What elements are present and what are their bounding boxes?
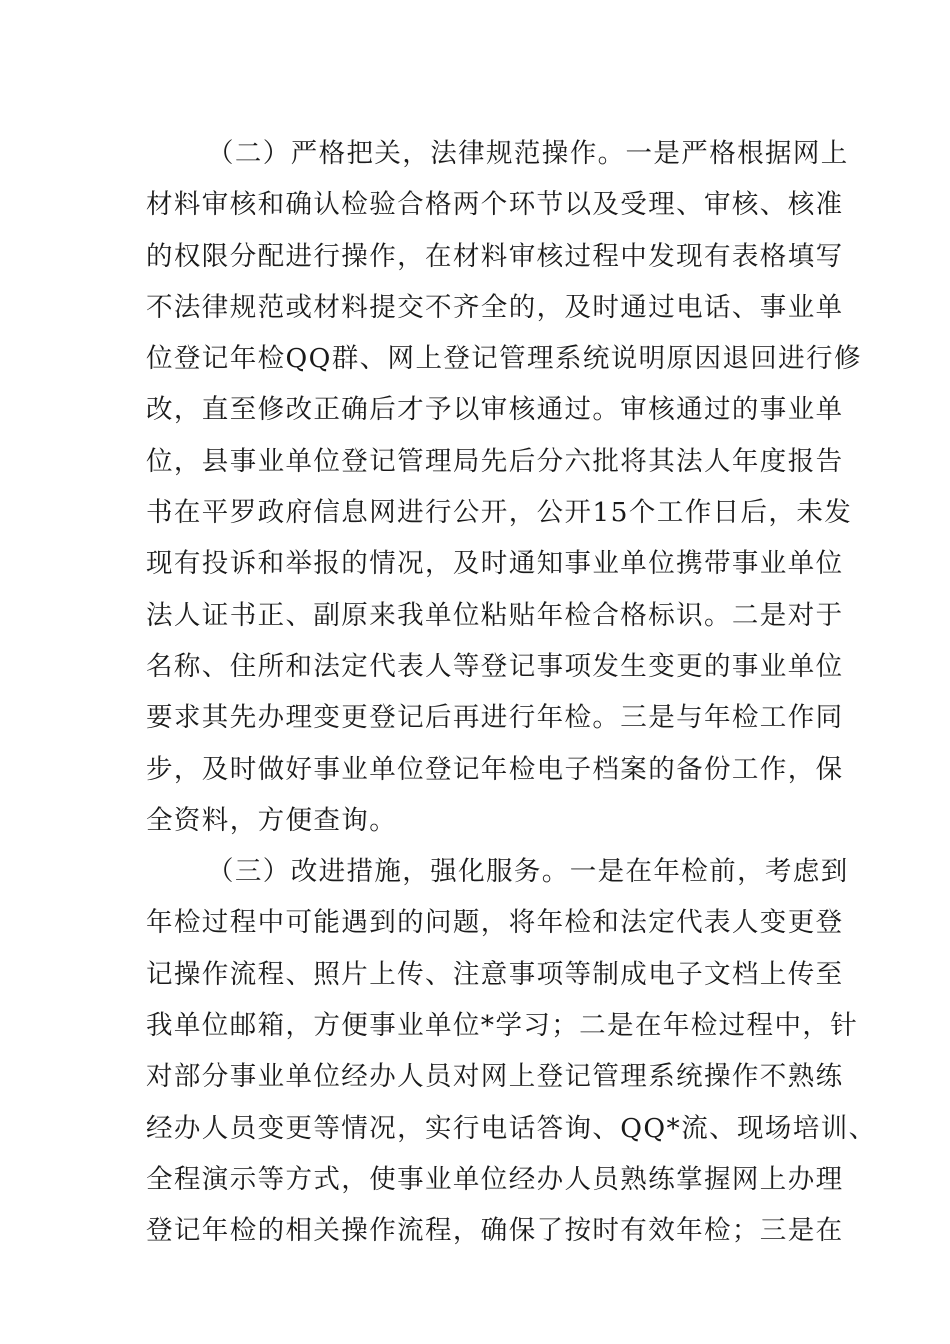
text-line: （三）改进措施，强化服务。一是在年检前，考虑到 (207, 856, 849, 888)
text-line: 步，及时做好事业单位登记年检电子档案的备份工作，保 (146, 753, 844, 785)
text-line: 法人证书正、副原来我单位粘贴年检合格标识。二是对于 (146, 599, 844, 631)
text-line: 要求其先办理变更登记后再进行年检。三是与年检工作同 (146, 702, 844, 734)
text-line: 全资料，方便查询。 (146, 804, 398, 836)
text-line: 的权限分配进行操作，在材料审核过程中发现有表格填写 (146, 240, 844, 272)
text-line: 记操作流程、照片上传、注意事项等制成电子文档上传至 (146, 958, 844, 990)
text-line: 全程演示等方式，使事业单位经办人员熟练掌握网上办理 (146, 1163, 844, 1195)
text-line: 不法律规范或材料提交不齐全的，及时通过电话、事业单 (146, 291, 844, 323)
document-body (146, 128, 877, 1257)
text-line: 改，直至修改正确后才予以审核通过。审核通过的事业单 (146, 394, 844, 426)
text-line: 书在平罗政府信息网进行公开，公开15个工作日后，未发 (146, 497, 853, 529)
text-line: 名称、住所和法定代表人等登记事项发生变更的事业单位 (146, 650, 844, 682)
text-line: 位登记年检QQ群、网上登记管理系统说明原因退回进行修 (146, 343, 862, 375)
text-line: 年检过程中可能遇到的问题，将年检和法定代表人变更登 (146, 907, 844, 939)
text-line: 现有投诉和举报的情况，及时通知事业单位携带事业单位 (146, 548, 844, 580)
text-line: （二）严格把关，法律规范操作。一是严格根据网上 (207, 138, 849, 169)
text-line: 登记年检的相关操作流程，确保了按时有效年检；三是在 (146, 1215, 844, 1247)
text-line: 位，县事业单位登记管理局先后分六批将其法人年度报告 (146, 445, 844, 477)
text-line: 材料审核和确认检验合格两个环节以及受理、审核、核准 (146, 189, 844, 221)
text-line: 经办人员变更等情况，实行电话答询、QQ*流、现场培训、 (146, 1112, 877, 1144)
text-line: 对部分事业单位经办人员对网上登记管理系统操作不熟练 (146, 1061, 844, 1093)
text-line: 我单位邮箱，方便事业单位*学习；二是在年检过程中，针 (146, 1010, 859, 1042)
